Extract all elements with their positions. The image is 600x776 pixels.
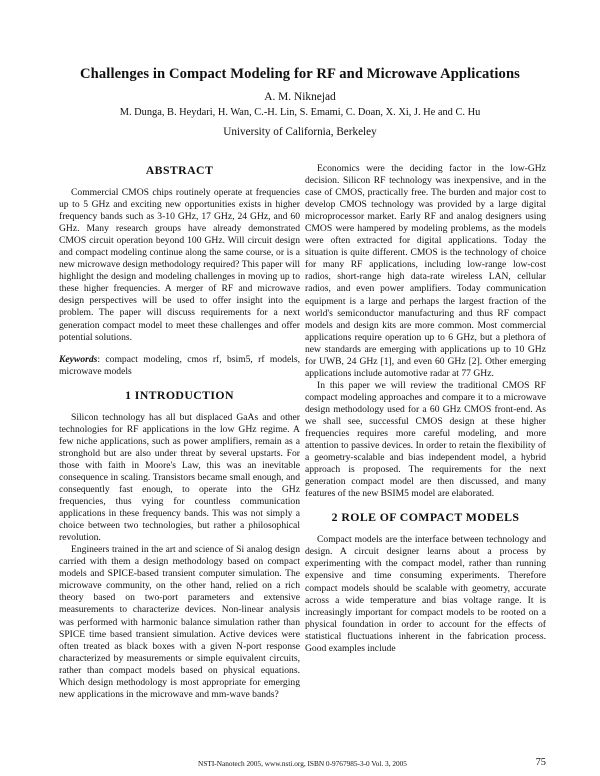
affiliation: University of California, Berkeley xyxy=(223,126,377,138)
section-2-heading: 2 ROLE OF COMPACT MODELS xyxy=(331,510,520,525)
intro-paragraph-2: Engineers trained in the art and science of Si analog design carried with them a design methodology based on compact models and SPICE-based transient computer simulation. The microwave community, on the other hand, relied on a rich theory based on two-port parameters and extensive measurements to characterize devices. Non-linear analysis was performed with harmonic balance simulation rather than SPICE time based transient simulation. Active devices were often treated as black boxes with a given N-port response characterized by measurements or simple equivalent circuits, rather than compact models based on physical equations. Which design methodology is most appropriate for emerging new applications in the microwave and mm-wave bands? xyxy=(59,544,300,700)
primary-author: A. M. Niknejad xyxy=(264,91,336,103)
compact-models-paragraph-1: Compact models are the interface between technology and design. A circuit designer learns about a process by experimenting with the compact model, rather than running expensive and time consuming experiments. Therefore compact models should be scalable with geometry, accurate across a wide temperature and bias voltage range. It is increasingly important for compact models to be rooted on a physical foundation in order to account for the effects of statistical fluctuations inherent in the fabrication process. Good examples include xyxy=(305,534,546,654)
intro-paragraph-3: Economics were the deciding factor in the low-GHz decision. Silicon RF technology was inexpensive, and in the case of CMOS, practically free. The burden and major cost to develop CMOS technology was provided by a large digital microprocessor market. Early RF and analog designers using CMOS were hampered by modeling problems, as the models were often extracted for digital applications. Today the situation is quite different. CMOS is the technology of choice for many RF applications, including low-range low-cost radios, short-range high data-rate wireless LAN, cellular radios, and even power amplifiers. Today communication equipment is a large and perhaps the largest fraction of the world's semiconductor manufacturing and thus RF compact models and design kits are more common. Most commercial applications require operation up to 6 GHz, but a plethora of new standards are emerging with applications up to 10 GHz for UWB, 24 GHz [1], and even 60 GHz [2]. Other emerging applications include automotive radar at 77 GHz. xyxy=(305,163,546,379)
abstract-heading: ABSTRACT xyxy=(145,163,214,177)
right-column xyxy=(305,163,546,655)
page-number: 75 xyxy=(535,757,546,768)
keywords-label: Keywords xyxy=(59,353,98,365)
intro-paragraph-4: In this paper we will review the traditional CMOS RF compact modeling approaches and compare it to a microwave design methodology used for a 60 GHz CMOS front-end. As we shall see, successful CMOS design at these higher frequencies requires more careful modeling, and more attention to passive devices. In order to retain the flexibility of a geometry-scalable and bias independent model, a hybrid approach is proposed. The requirements for the next generation compact model are then discussed, and many features of the new BSIM5 model are elaborated. xyxy=(305,379,546,500)
intro-paragraph-1: Silicon technology has all but displaced GaAs and other technologies for RF applications in the low GHz regime. A few niche applications, such as power amplifiers, remain as a stronghold but are also under threat by several upstarts. For those with faith in Moore's Law, this was an inevitable consequence in scaling. Transistors became small enough, and consequently fast enough, to operate into the GHz frequencies, thus vying for countless communication applications in these frequency bands. This was not simply a choice between two technologies, but rather a philosophical revolution. xyxy=(59,411,300,544)
keywords xyxy=(59,354,300,378)
left-column xyxy=(59,163,300,701)
section-1-heading: 1 INTRODUCTION xyxy=(125,387,234,402)
abstract-text: Commercial CMOS chips routinely operate at frequencies up to 5 GHz and exciting new opportunities exists in higher frequency bands such as 3-10 GHz, 17 GHz, 24 GHz, and 60 GHz. Many research groups have already demonstrated CMOS circuit operation beyond 100 GHz. Will circuit design and compact modeling continue along the same course, or is a new microwave design methodology required? This paper will highlight the design and modeling challenges in moving up to these higher frequencies. A merger of RF and microwave design perspectives will be used to offer insight into the problem. The paper will discuss requirements for a next generation compact model to meet these challenges and offer potential solutions. xyxy=(59,187,300,343)
page-footer: NSTI-Nanotech 2005, www.nsti.org, ISBN 0-9767985-3-0 Vol. 3, 2005 xyxy=(198,759,407,768)
keywords-text: : compact modeling, cmos rf, bsim5, rf models, microwave models xyxy=(59,353,300,377)
paper-title: Challenges in Compact Modeling for RF and Microwave Applications xyxy=(80,66,520,82)
coauthors: M. Dunga, B. Heydari, H. Wan, C.-H. Lin, S. Emami, C. Doan, X. Xi, J. He and C. Hu xyxy=(119,107,481,118)
